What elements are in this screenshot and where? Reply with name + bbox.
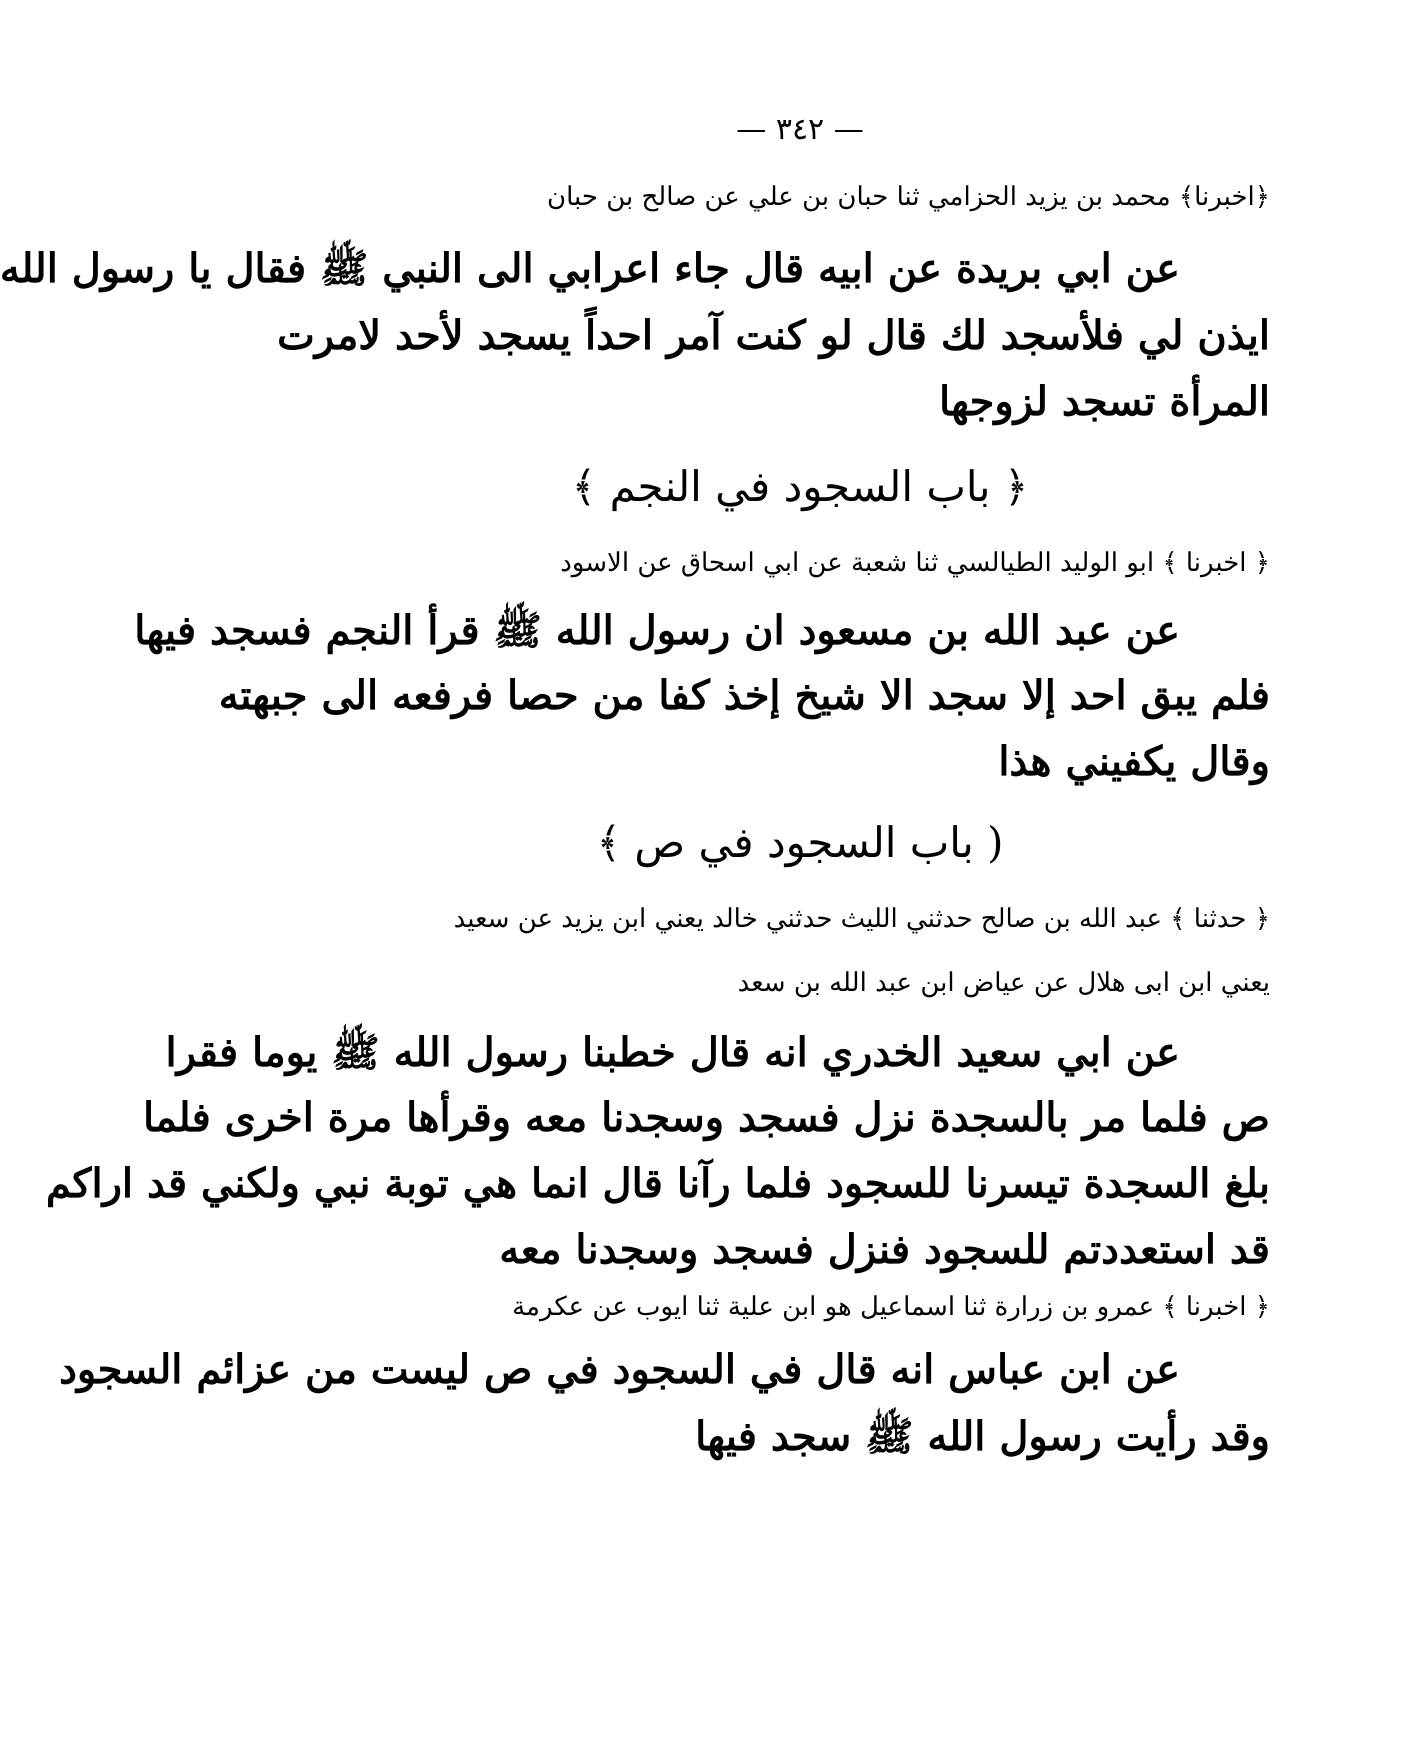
hadith-line-6: وقال يكفيني هذا: [998, 738, 1270, 785]
hadith-line-2: ايذن لي فلأسجد لك قال لو كنت آمر احداً يسجد لأحد لامرت: [277, 312, 1270, 359]
hadith-line-4: عن عبد الله بن مسعود ان رسول الله ﷺ قرأ النجم فسجد فيها: [134, 607, 1180, 654]
chapter-heading-sad: ( باب السجود في ص ﴾: [596, 818, 1004, 867]
hadith-line-1: عن ابي بريدة عن ابيه قال جاء اعرابي الى النبي ﷺ فقال يا رسول الله: [0, 245, 1180, 292]
hadith-line-9: بلغ السجدة تيسرنا للسجود فلما رآنا قال انما هي توبة نبي ولكني قد اراكم: [45, 1160, 1270, 1207]
isnad-line-5: ﴿ اخبرنا ﴾ عمرو بن زرارة ثنا اسماعيل هو ابن علية ثنا ايوب عن عكرمة: [512, 1292, 1270, 1322]
hadith-line-5: فلم يبق احد إلا سجد الا شيخ إخذ كفا من حصا فرفعه الى جبهته: [218, 672, 1270, 719]
hadith-line-12: وقد رأيت رسول الله ﷺ سجد فيها: [695, 1413, 1270, 1460]
isnad-line-3: ﴿ حدثنا ﴾ عبد الله بن صالح حدثني الليث حدثني خالد يعني ابن يزيد عن سعيد: [453, 904, 1270, 934]
isnad-line-4: يعني ابن ابى هلال عن عياض ابن عبد الله بن سعد: [737, 968, 1270, 998]
isnad-line-2: ﴿ اخبرنا ﴾ ابو الوليد الطيالسي ثنا شعبة عن ابي اسحاق عن الاسود: [560, 548, 1270, 578]
chapter-heading-najm: ﴿ باب السجود في النجم ﴾: [571, 462, 1029, 511]
hadith-line-11: عن ابن عباس انه قال في السجود في ص ليست من عزائم السجود: [59, 1346, 1180, 1393]
isnad-line-1: ﴿اخبرنا﴾ محمد بن يزيد الحزامي ثنا حبان بن علي عن صالح بن حبان: [547, 182, 1270, 212]
hadith-line-7: عن ابي سعيد الخدري انه قال خطبنا رسول الله ﷺ يوما فقرا: [165, 1029, 1180, 1076]
hadith-line-10: قد استعددتم للسجود فنزل فسجد وسجدنا معه: [499, 1226, 1270, 1273]
hadith-line-8: ص فلما مر بالسجدة نزل فسجد وسجدنا معه وقرأها مرة اخرى فلما: [143, 1094, 1270, 1141]
page-number: — ٣٤٢ —: [736, 112, 864, 147]
hadith-line-3: المرأة تسجد لزوجها: [939, 378, 1270, 425]
